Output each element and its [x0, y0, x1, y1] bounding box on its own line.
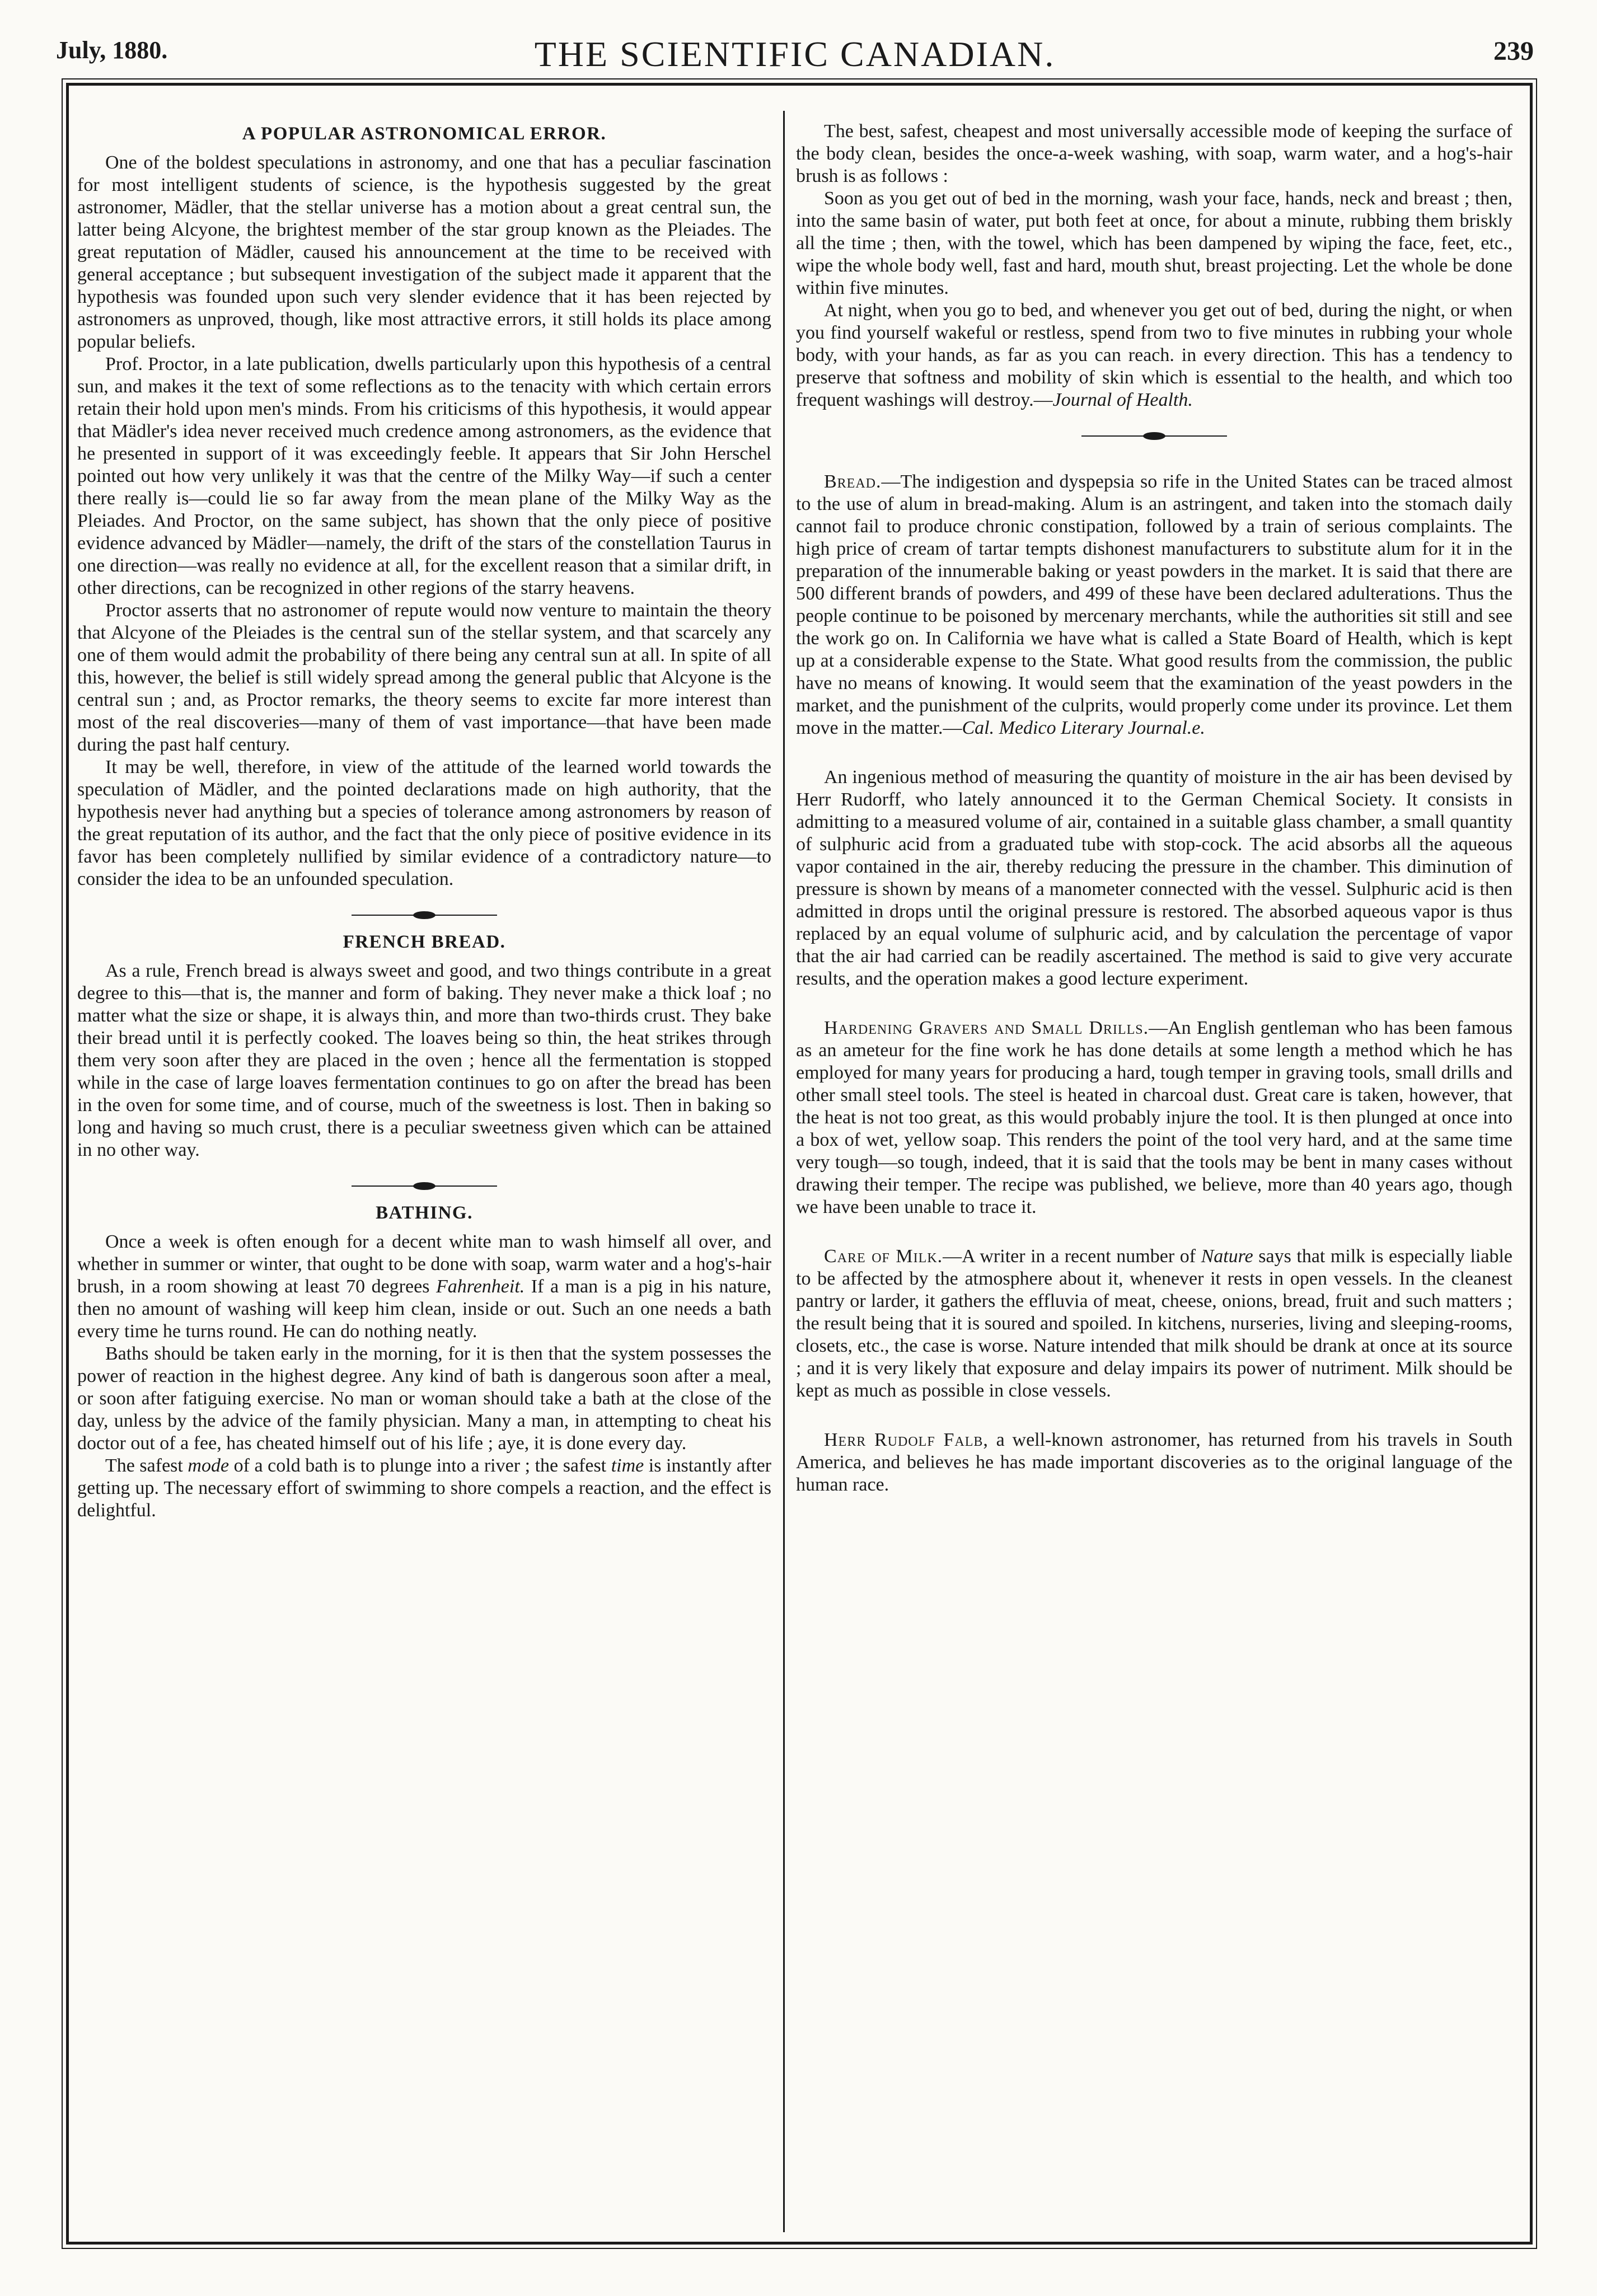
- paragraph: Proctor asserts that no astronomer of repute would now venture to maintain the theory that Alcyone of the Pleiades is the central sun of the stellar system, and that scarcely any one of them would admit the probability of there being any central sun at all. In spite of all this, however, the belief is still widely spread among the general public that Alcyone is the central sun ; and, as Proctor remarks, the theory seems to excite far more interest than most of the real discoveries—many of them of vast importance—that have been made during the past half century.: [77, 600, 771, 755]
- paragraph: [796, 1245, 1512, 1402]
- paragraph: [796, 1017, 1512, 1219]
- page-number: 239: [1493, 36, 1534, 66]
- paragraph: [796, 1429, 1512, 1496]
- article-falb: [796, 1429, 1512, 1496]
- headline-astronomical-error: A POPULAR ASTRONOMICAL ERROR.: [242, 124, 607, 144]
- paragraph: An ingenious method of measuring the quantity of moisture in the air has been devised by Herr Rudorff, who lately announced it to the German Chemical Society. It consists in admitting to a measured volume of air, contained in a suitable glass chamber, a small quantity of sulphuric acid from a graduated tube with stop-cock. The acid absorbs all the aqueous vapor contained in the air, thereby reducing the pressure in the chamber. This diminution of pressure is shown by means of a manometer connected with the vessel. Sulphuric acid is then admitted in drops until the original pressure is restored. The absorbed aqueous vapor is thus replaced by an equal volume of sulphuric acid, and by calculation the percentage of vapor that the air had carried can be readily ascertained. The method is said to give very accurate results, and the operation makes a good lecture experiment.: [796, 767, 1512, 989]
- text-run: Once a week is often enough for a decent white man to wash himself all over, and whether in summer or winter, that ought to be done with soap, warm water and a hog's-hair brush, in a room showing at least 70 degrees: [77, 1231, 771, 1297]
- lead-in: Hardening Gravers and Small Drills.: [824, 1018, 1149, 1038]
- source-citation: Cal. Medico Literary Journal.e.: [962, 718, 1205, 738]
- paragraph: [796, 299, 1512, 411]
- column-rule: [783, 111, 785, 2232]
- paragraph: [796, 471, 1512, 739]
- section-separator: [77, 903, 771, 916]
- headline-bathing: BATHING.: [376, 1203, 473, 1223]
- right-column: [796, 120, 1512, 1504]
- paragraph: Soon as you get out of bed in the morning, wash your face, hands, neck and breast ; then, into the same basin of water, put both feet at once, for about a minute, rubbing them briskly all the time ; then, with the towel, which has been dampened by wiping the face, feet, etc., wipe the whole body well, fast and hard, mouth shut, breast projecting. Let the whole be done within five minutes.: [796, 188, 1512, 298]
- text-run: The safest: [105, 1455, 188, 1476]
- article-bathing-continued: [796, 120, 1512, 411]
- article-astronomical-error: [77, 123, 771, 891]
- paragraph: It may be well, therefore, in view of the attitude of the learned world towards the speculation of Mädler, and the pointed declarations made on high authority, that the hypothesis never had anything but a species of tolerance among astronomers by reason of the great reputation of its author, and the fact that the only piece of positive evidence in its favor has been completely nullified by similar evidence of a contradictory nature—to consider the idea to be an unfounded speculation.: [77, 757, 771, 889]
- paragraph: Baths should be taken early in the morning, for it is then that the system possesses the power of reaction in the highest degree. Any kind of bath is dangerous soon after a meal, or soon after fatiguing exercise. No man or woman should take a bath at the close of the day, unless by the advice of the family physician. Many a man, in attempting to cheat his doctor out of a fee, has cheated himself out of his life ; aye, it is done every day.: [77, 1343, 771, 1454]
- source-citation: Journal of Health.: [1052, 390, 1193, 410]
- text-run: If a man is a pig in his nature, then no amount of washing will keep him clean, inside or out. Such an one needs a bath every time he turns round. He can do nothing neatly.: [77, 1276, 772, 1342]
- italic-run: time: [611, 1455, 644, 1476]
- article-bathing: [77, 1202, 771, 1522]
- text-run: —An English gentleman who has been famous as an ameteur for the fine work he has done details at some length a method which he has employed for many years for producing a hard, tough temper in graving tools, small drills and other small steel tools. The steel is heated in charcoal dust. Great care is taken, however, that the heat is not too great, as this would probably injure the tool. It is then plunged at once into a box of wet, yellow soap. This renders the point of the tool very hard, and at the same time very tough—so tough, indeed, that it is said that the tools may be bent in many cases without drawing their temper. The recipe was published, we believe, more than 40 years ago, though we have been unable to trace it.: [796, 1018, 1512, 1217]
- journal-title: THE SCIENTIFIC CANADIAN.: [534, 34, 1056, 74]
- paragraph: [77, 1231, 771, 1343]
- text-run: says that milk is especially liable to be affected by the atmosphere about it, whenever it rests in open vessels. In the cleanest pantry or larder, it gathers the effluvia of meat, cheese, onions, bread, fruit and such matters ; the result being that it is soured and spoiled. In kitchens, nurseries, living and sleeping-rooms, closets, etc., the case is worse. Nature intended that milk should be drank at once at its source ; and it is very likely that exposure and delay impairs its power of nutriment. Milk should be kept as much as possible in close vessels.: [796, 1246, 1512, 1401]
- italic-run: mode: [188, 1455, 230, 1476]
- paragraph: One of the boldest speculations in astronomy, and one that has a peculiar fascination for most intelligent students of science, is the hypothesis suggested by the great astronomer, Mädler, that the stellar universe has a motion about a great central sun, the latter being Alcyone, the brightest member of the star group known as the Pleiades. The great reputation of Mädler, caused his announcement at the time to be received with general acceptance ; but subsequent investigation of the subject made it apparent that the hypothesis was founded upon such very slender evidence that it has been rejected by astronomers as unproved, though, like most attractive errors, it still holds its place among popular beliefs.: [77, 152, 771, 352]
- text-run: —The indigestion and dyspepsia so rife in the United States can be traced almost to the use of alum in bread-making. Alum is an astringent, and taken into the stomach daily cannot fail to produce chronic constipation, followed by a train of serious complaints. The high price of cream of tartar tempts dishonest manufacturers to substitute alum for it in the preparation of the innumerable baking or yeast powders in the market. It is said that there are 500 different brands of powders, and 499 of these have been declared adulterations. Thus the people continue to be poisoned by mercenary merchants, while the authorities sit still and see the work go on. In California we have what is called a State Board of Health, which is kept up at a considerable expense to the State. What good results from the commission, the public have no means of knowing. It would seem that the examination of the yeast powders in the market, and the punishment of the culprits, would properly come under its province. Let them move in the matter.—: [796, 471, 1512, 738]
- article-bread: [796, 471, 1512, 739]
- left-column: [77, 120, 771, 1530]
- lead-in: Herr Rudolf Falb,: [824, 1430, 989, 1450]
- section-separator: [796, 424, 1512, 437]
- text-run: is instantly after getting up. The necessary effort of swimming to shore compels a reaction, and the effect is delightful.: [77, 1455, 771, 1521]
- headline-french-bread: FRENCH BREAD.: [343, 932, 506, 952]
- text-run: of a cold bath is to plunge into a river ; the safest: [229, 1455, 611, 1476]
- article-french-bread: [77, 931, 771, 1161]
- article-care-of-milk: [796, 1245, 1512, 1402]
- paragraph: [77, 1455, 771, 1522]
- text-run: a well-known astronomer, has returned from his travels in South America, and believes he has made important discoveries as to the original language of the human race.: [796, 1430, 1512, 1495]
- lead-in: Care of Milk.: [824, 1246, 943, 1267]
- italic-run: Fahrenheit.: [435, 1276, 525, 1297]
- paragraph: Prof. Proctor, in a late publication, dwells particularly upon this hypothesis of a central sun, and makes it the text of some reflections as to the tenacity with which certain errors retain their hold upon men's minds. From his criticisms of this hypothesis, it would appear that Mädler's idea never received much credence among astronomers, as the evidence that he presented in support of it was exceedingly feeble. It appears that Sir John Herschel pointed out how very unlikely it was that the centre of the Milky Way—if such a center there really is—could lie so far away from the mean plane of the Milky Way as the Pleiades. And Proctor, on the same subject, has shown that the only piece of positive evidence advanced by Mädler—namely, the drift of the stars of the constellation Taurus in one direction—was really no evidence at all, for the excellent reason that a similar drift, in other directions, can be recognized in other regions of the starry heavens.: [77, 354, 771, 598]
- article-gravers: [796, 1017, 1512, 1219]
- text-run: At night, when you go to bed, and whenever you get out of bed, during the night, or when you find yourself wakeful or restless, spend from two to five minutes in rubbing your whole body, with your hands, as far as you can reach. in every direction. This has a tendency to preserve that softness and mobility of skin which is essential to the health, and which too frequent washings will destroy.—: [796, 300, 1512, 410]
- italic-run: Nature: [1201, 1246, 1253, 1267]
- paragraph: The best, safest, cheapest and most universally accessible mode of keeping the surface of the body clean, besides the once-a-week washing, with soap, warm water, and a hog's-hair brush is as follows :: [796, 121, 1512, 186]
- section-separator: [77, 1174, 771, 1187]
- issue-date: July, 1880.: [56, 36, 168, 64]
- paragraph: As a rule, French bread is always sweet and good, and two things contribute in a great degree to this—that is, the manner and form of baking. They never make a thick loaf ; no matter what the size or shape, it is always thin, and more than two-thirds crust. They bake their bread until it is perfectly cooked. The loaves being so thin, the heat strikes through them very soon after they are placed in the oven ; hence all the fermentation is stopped while in the case of large loaves fermentation continues to go on after the bread has been in the oven for some time, and of course, much of the sweetness is lost. Then in baking so long and having so much crust, there is a peculiar sweetness given which can be attained in no other way.: [77, 960, 771, 1160]
- lead-in: Bread.: [824, 471, 882, 492]
- article-moisture: [796, 766, 1512, 990]
- text-run: —A writer in a recent number of: [943, 1246, 1201, 1267]
